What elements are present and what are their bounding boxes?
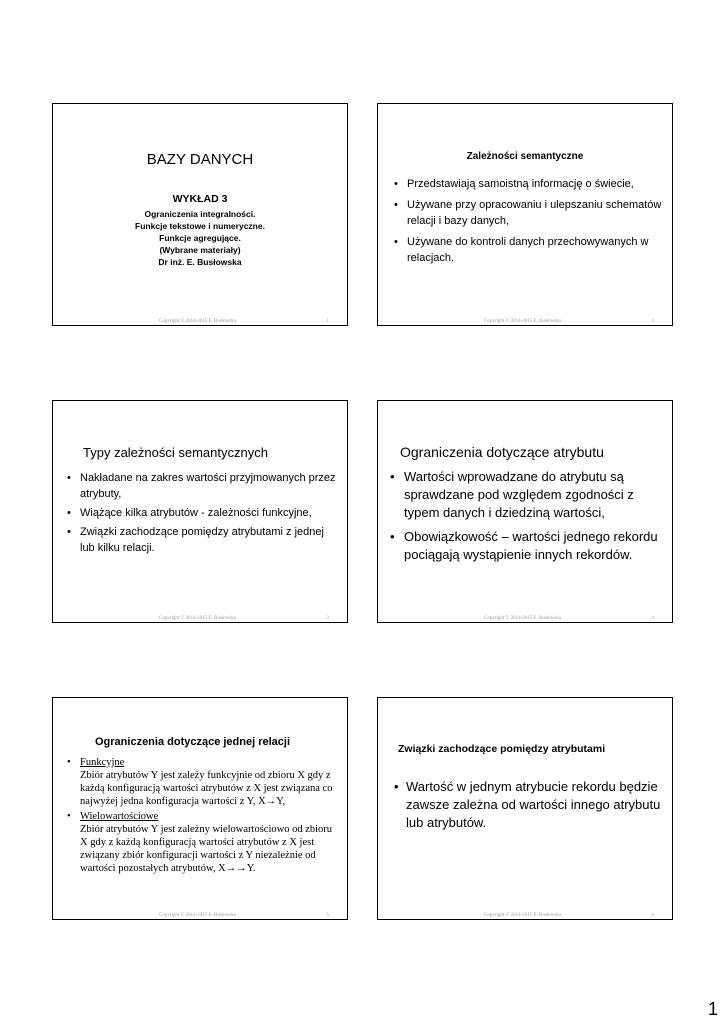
slide-5 <box>52 697 348 920</box>
bullet-item: • Przedstawiają samoistną informację o świecie, <box>394 176 664 192</box>
subtitle-line: Funkcje agregujące. <box>159 233 241 243</box>
slide-6 <box>377 697 673 920</box>
copyright-text: Copyright © 2014-2015 E. Busłowska <box>484 616 561 621</box>
bullet-item: • Używane przy opracowaniu i ulepszaniu schematów relacji i bazy danych, <box>394 197 664 229</box>
slide-subtitle-block <box>53 193 347 268</box>
slide-heading: Ograniczenia dotyczące jednej relacji <box>95 736 291 748</box>
slide-2 <box>377 103 673 326</box>
copyright-text: Copyright © 2014-2015 E. Busłowska <box>484 319 561 324</box>
subtitle-line: Funkcje tekstowe i numeryczne. <box>135 221 265 231</box>
slide-3 <box>52 400 348 623</box>
bullet-list <box>394 778 666 832</box>
bullet-list <box>390 468 668 570</box>
author-line: Dr inż. E. Busłowska <box>158 257 242 267</box>
slide-heading: Ograniczenia dotyczące atrybutu <box>400 444 604 460</box>
bullet-item <box>67 810 341 875</box>
slide-number: 5 <box>326 913 329 918</box>
bullet-label: • Wielowartościowe <box>80 811 159 822</box>
slide-4 <box>377 400 673 623</box>
slide-heading: Związki zachodzące pomiędzy atrybutami <box>398 743 606 755</box>
bullet-label: • Funkcyjne <box>80 757 125 768</box>
subtitle-line: Ograniczenia integralności. <box>144 209 256 219</box>
bullet-item <box>67 756 341 808</box>
slide-1 <box>52 103 348 326</box>
slide-heading: Typy zależności semantycznych <box>83 445 268 460</box>
copyright-text: Copyright © 2014-2015 E. Busłowska <box>159 913 236 918</box>
bullet-item: • Używane do kontroli danych przechowywanych w relacjach. <box>394 234 664 266</box>
bullet-text: Zbiór atrybutów Y jest zależy funkcyjnie od zbioru X gdy z każdą konfiguracją wartości atrybutów z X jest związana co najwyżej jedna konfiguracja wartości z Y, X→Y, <box>80 770 333 807</box>
lecture-label: WYKŁAD 3 <box>172 193 228 205</box>
bullet-item: • Wartości wprowadzane do atrybutu są sprawdzane pod względem zgodności z typem danych i dziedziną wartości, <box>390 468 668 522</box>
slide-number: 1 <box>326 319 329 324</box>
bullet-list <box>67 470 339 559</box>
bullet-item: • Nakładane na zakres wartości przyjmowanych przez atrybuty, <box>67 470 339 502</box>
copyright-text: Copyright © 2014-2015 E. Busłowska <box>484 913 561 918</box>
subtitle-line: (Wybrane materiały) <box>159 245 241 255</box>
slide-title: BAZY DANYCH <box>146 151 254 168</box>
slide-heading: Zależności semantyczne <box>466 151 584 162</box>
page-number: 1 <box>707 999 718 1019</box>
slide-number: 6 <box>651 913 654 918</box>
copyright-text: Copyright © 2014-2015 E. Busłowska <box>159 616 236 621</box>
slide-number: 4 <box>651 616 654 621</box>
bullet-text: Zbiór atrybutów Y jest zależny wielowartościowo od zbioru X gdy z każdą konfiguracją wartości atrybutów z X jest związany zbiór konfiguracji wartości z Y niezależnie od wartości pozostałych atrybutów, X→→Y. <box>80 824 333 874</box>
bullet-item: • Związki zachodzące pomiędzy atrybutami z jednej lub kilku relacji. <box>67 524 339 556</box>
slide-number: 2 <box>651 319 654 324</box>
copyright-text: Copyright © 2014-2015 E. Busłowska <box>159 319 236 324</box>
bullet-item: • Wiążące kilka atrybutów - zależności funkcyjne, <box>67 505 339 521</box>
slide-number: 3 <box>326 616 329 621</box>
bullet-list <box>67 756 341 877</box>
bullet-list <box>394 176 664 271</box>
bullet-item: • Obowiązkowość – wartości jednego rekordu pociągają wystąpienie innych rekordów. <box>390 528 668 564</box>
bullet-item: • Wartość w jednym atrybucie rekordu będzie zawsze zależna od wartości innego atrybutu lub atrybutów. <box>394 778 666 832</box>
